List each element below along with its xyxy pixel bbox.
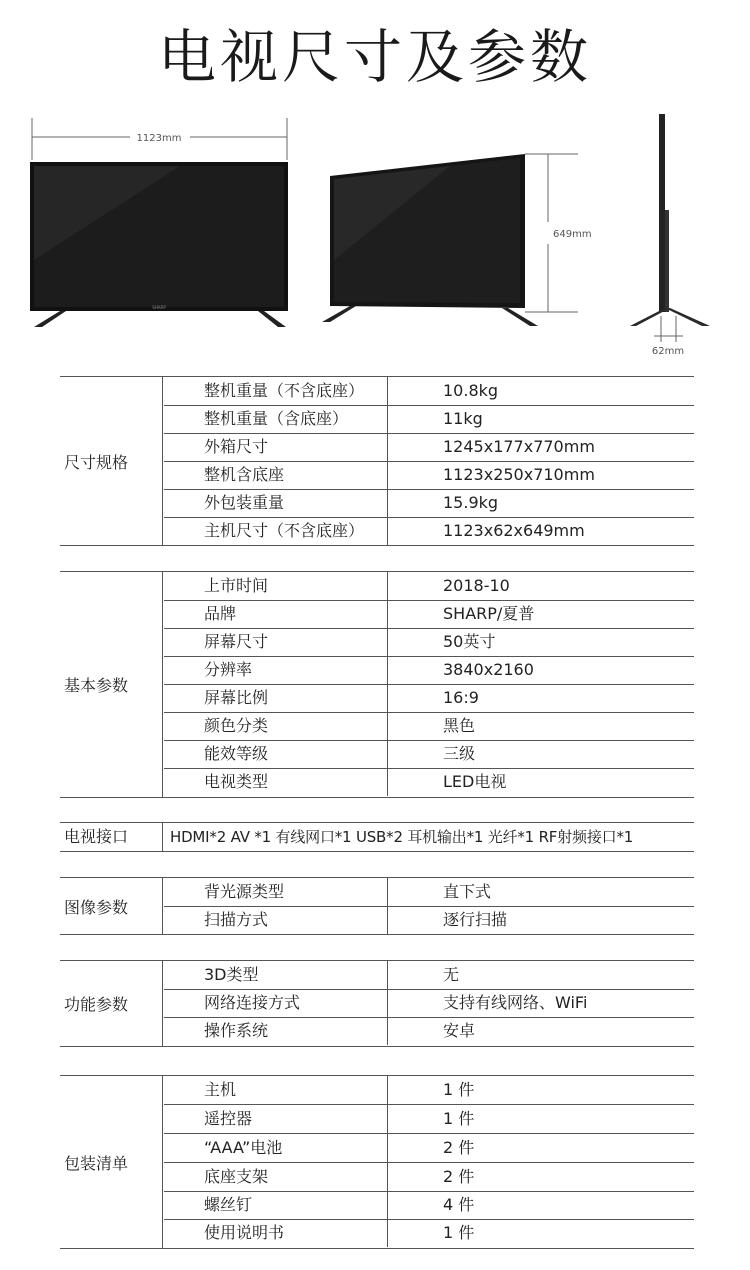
brand-mark: SHARP	[152, 305, 166, 310]
height-dimension-label: 649mm	[553, 229, 592, 240]
spec-key: 分辨率	[164, 656, 388, 684]
spec-key: 外包装重量	[164, 489, 388, 517]
spec-row	[164, 1134, 694, 1163]
spec-key: 3D类型	[164, 961, 388, 989]
spec-value: 1245x177x770mm	[443, 437, 595, 456]
spec-key: 整机重量（含底座）	[164, 405, 388, 433]
spec-row	[164, 1219, 694, 1247]
spec-value: 1123x250x710mm	[443, 465, 595, 484]
spec-key: 扫描方式	[164, 906, 388, 934]
spec-value: 2 件	[443, 1138, 475, 1157]
spec-key: 电视类型	[164, 768, 388, 796]
spec-key: 上市时间	[164, 572, 388, 600]
spec-section-ports	[60, 822, 694, 852]
spec-value: 逐行扫描	[443, 910, 508, 929]
spec-row	[164, 517, 694, 545]
spec-value: 1 件	[443, 1109, 475, 1128]
ports-value: HDMI*2 AV *1 有线网口*1 USB*2 耳机输出*1 光纤*1 RF射频接口*1	[170, 828, 634, 846]
spec-value: 1 件	[443, 1080, 475, 1099]
spec-value: 黑色	[443, 716, 476, 735]
section-category: 电视接口	[60, 823, 163, 851]
spec-row	[164, 768, 694, 796]
spec-row	[164, 740, 694, 769]
spec-row	[164, 1191, 694, 1220]
spec-row	[164, 712, 694, 741]
section-category: 尺寸规格	[60, 377, 163, 545]
page-title: 电视尺寸及参数	[157, 23, 592, 91]
spec-value: 50英寸	[443, 632, 496, 651]
spec-section-image	[60, 877, 694, 935]
spec-value: 16:9	[443, 688, 479, 707]
spec-row	[164, 489, 694, 518]
spec-value: 15.9kg	[443, 493, 499, 512]
spec-value: 3840x2160	[443, 660, 534, 679]
spec-row	[164, 461, 694, 490]
spec-key: 屏幕比例	[164, 684, 388, 712]
spec-value: 支持有线网络、WiFi	[443, 993, 588, 1012]
spec-key: 遥控器	[164, 1105, 388, 1133]
spec-key: 颜色分类	[164, 712, 388, 740]
spec-key: 能效等级	[164, 740, 388, 768]
spec-row	[164, 1017, 694, 1045]
spec-row	[164, 906, 694, 934]
spec-key: 主机尺寸（不含底座）	[164, 517, 388, 545]
spec-value: 2018-10	[443, 576, 510, 595]
spec-key: 背光源类型	[164, 878, 388, 906]
spec-value: 10.8kg	[443, 381, 499, 400]
width-dimension-label: 1123mm	[136, 133, 182, 144]
spec-section-function	[60, 960, 694, 1047]
spec-key: 使用说明书	[164, 1219, 388, 1247]
spec-value: 安卓	[443, 1021, 476, 1040]
spec-row	[164, 572, 694, 601]
spec-row	[164, 961, 694, 990]
spec-value: 1123x62x649mm	[443, 521, 585, 540]
spec-value: 11kg	[443, 409, 483, 428]
spec-key: “AAA”电池	[164, 1134, 388, 1162]
spec-row	[164, 1163, 694, 1192]
spec-row	[164, 684, 694, 713]
section-category: 包装清单	[60, 1076, 163, 1248]
spec-value: 三级	[443, 744, 476, 763]
spec-section-package	[60, 1075, 694, 1249]
spec-row	[164, 628, 694, 657]
spec-key: 整机重量（不含底座）	[164, 377, 388, 405]
spec-row	[164, 405, 694, 434]
tv-side-view	[630, 114, 710, 357]
spec-value: 4 件	[443, 1195, 475, 1214]
spec-key: 品牌	[164, 600, 388, 628]
section-category: 图像参数	[60, 878, 163, 934]
section-category: 基本参数	[60, 572, 163, 797]
spec-row	[164, 989, 694, 1018]
spec-row	[164, 1076, 694, 1105]
spec-key: 外箱尺寸	[164, 433, 388, 461]
spec-value: SHARP/夏普	[443, 604, 535, 623]
spec-value: 无	[443, 965, 460, 984]
spec-value: LED电视	[443, 772, 507, 791]
spec-key: 网络连接方式	[164, 989, 388, 1017]
spec-value: 1 件	[443, 1223, 475, 1242]
spec-key: 整机含底座	[164, 461, 388, 489]
spec-key: 屏幕尺寸	[164, 628, 388, 656]
tv-dimension-figure	[0, 110, 750, 360]
tv-angled-view	[322, 154, 592, 326]
spec-key: 主机	[164, 1076, 388, 1104]
tv-front-view	[30, 118, 288, 327]
depth-dimension-label: 62mm	[651, 346, 685, 357]
spec-row	[164, 433, 694, 462]
spec-value: 直下式	[443, 882, 492, 901]
tv-illustrations	[0, 110, 750, 360]
spec-value: 2 件	[443, 1167, 475, 1186]
spec-key: 螺丝钉	[164, 1191, 388, 1219]
spec-row	[164, 377, 694, 406]
spec-section-basic	[60, 571, 694, 798]
spec-row	[164, 878, 694, 907]
spec-key: 操作系统	[164, 1017, 388, 1045]
spec-section-size	[60, 376, 694, 546]
section-category: 功能参数	[60, 961, 163, 1046]
spec-row	[164, 600, 694, 629]
spec-key: 底座支架	[164, 1163, 388, 1191]
spec-row	[164, 1105, 694, 1134]
spec-row	[164, 656, 694, 685]
